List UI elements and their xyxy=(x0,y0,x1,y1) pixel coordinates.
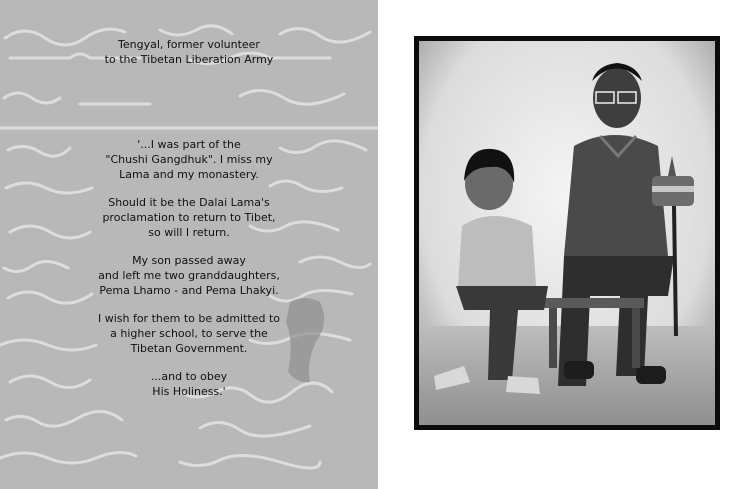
portrait-photo xyxy=(414,36,720,430)
quote-line: Should it be the Dalai Lama's xyxy=(108,196,270,209)
portrait-illustration xyxy=(414,36,720,430)
quote-paragraph xyxy=(0,253,378,298)
quote-line: Tibetan Government. xyxy=(130,342,248,355)
quote-line: '...I was part of the xyxy=(137,138,241,151)
quote-line: proclamation to return to Tibet, xyxy=(102,211,276,224)
caption-line: to the Tibetan Liberation Army xyxy=(104,53,274,66)
quote-line: a higher school, to serve the xyxy=(110,327,268,340)
quote-line: ...and to obey xyxy=(150,370,228,383)
quote-line: My son passed away xyxy=(132,254,246,267)
quote-paragraph xyxy=(0,137,378,182)
quote-line: so will I return. xyxy=(148,226,230,239)
quote-paragraph xyxy=(0,195,378,240)
quote-line: "Chushi Gangdhuk". I miss my xyxy=(105,153,273,166)
quote-line: I wish for them to be admitted to xyxy=(97,312,281,325)
caption-line: Tengyal, former volunteer xyxy=(118,38,260,51)
photo-caption xyxy=(0,37,378,67)
quote-line: His Holiness.' xyxy=(152,385,226,398)
quote-paragraph xyxy=(0,369,378,399)
quote-paragraph xyxy=(0,311,378,356)
quote-line: Lama and my monastery. xyxy=(119,168,259,181)
quote-line: and left me two granddaughters, xyxy=(98,269,280,282)
quote-text xyxy=(0,137,378,412)
quote-line: Pema Lhamo - and Pema Lhakyi. xyxy=(99,284,279,297)
